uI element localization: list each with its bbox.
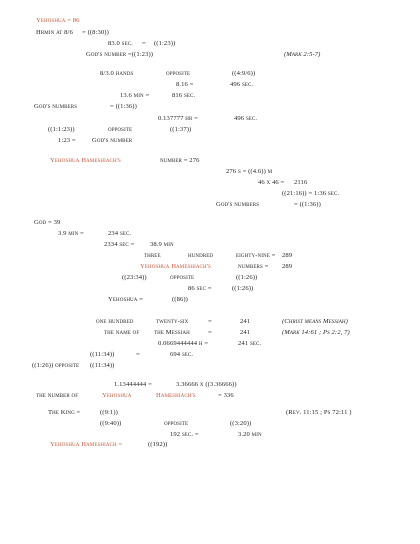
line-text: twenty-six [156,318,189,325]
line-text: opposite [108,126,133,133]
line-text: = [142,40,146,47]
line-text: God's numbers [34,103,78,110]
line-text: 83.0 sec. [108,40,133,47]
line-text: Yehoshua = [108,296,144,303]
line-text: three [144,252,161,259]
line-text: number = 276 [160,157,200,164]
line-text: ((1:26)) [232,285,254,292]
line-text: ((1:1:23)) [48,126,75,133]
line-text: ((1:26)) opposite [32,362,80,369]
line-text: 694 sec. [170,351,194,358]
line-text: ((23:34)) [122,274,147,281]
accent-text: Yehoshua Hameshiach's [140,263,211,270]
line-text: 234 sec. [108,230,132,237]
line-text: 289 [282,263,293,270]
line-text: = [136,351,140,358]
line-text: 3.36666 x ((3.36666)) [176,381,237,388]
line-text: = ((8:30)) [82,29,109,36]
line-text: ((3:20)) [230,420,252,427]
line-text: = 336 [218,392,234,399]
scripture-reference: (Mark 2:5-7) [284,51,321,58]
line-text: ((11:34)) [90,351,115,358]
line-text: 241 [240,318,251,325]
line-text: 241 sec. [238,340,262,347]
line-text: 1:23 = [58,137,76,144]
line-text: 13.6 min = [120,92,150,99]
line-text: ((1:26)) [236,274,258,281]
line-text: 0.0669444444 h = [158,340,209,347]
line-text: ((9:1)) [100,409,118,416]
line-text: opposite [166,70,191,77]
line-text: ((21:16)) = 1:36 sec. [282,190,340,197]
scripture-reference: (Mark 14:61 ; Ps 2:2, 7) [282,329,350,336]
line-text: eighty-nine = [236,252,276,259]
line-text: opposite [170,274,195,281]
line-text: 46 x 46 = [258,179,285,186]
scripture-reference: (Rev. 11:15 ; Ps 72:11 ) [286,409,352,416]
line-text: ((86)) [172,296,188,303]
accent-text: Yehoshua Hameshiach = [50,441,123,448]
line-text: ((192)) [148,441,168,448]
heading-the-king: The King = [48,409,81,416]
line-text: ((11:34)) [90,362,115,369]
line-hrmin: Hrmin at 8/6 [36,29,73,36]
line-text: 496 sec. [234,115,258,122]
line-text: one hundred [96,318,134,325]
line-text: ((4:9/6)) [232,70,256,77]
line-text: 192 sec. = [170,431,199,438]
line-text: 496 sec. [230,81,254,88]
line-text: 816 sec. [172,92,196,99]
accent-text: Hameshiach's [156,392,196,399]
heading-yehoshua-86: Yehoshua = 86 [36,17,80,24]
line-text: ((1:37)) [170,126,192,133]
scripture-reference: (Christ means Messiah) [282,318,348,325]
line-text: ((1:23)) [154,40,176,47]
line-text: 38.9 min [150,241,174,248]
line-text: 276 s = ((4.6)) m [226,168,273,175]
heading-god-39: God = 39 [34,219,61,226]
line-text: 0.137777 hr = [158,115,198,122]
line-text: the Messiah [154,329,190,336]
line-text: 3.9 min = [58,230,84,237]
line-text: 3.20 min [238,431,262,438]
line-text: 2334 sec = [104,241,135,248]
line-text: 8/3.0 hands [100,70,134,77]
line-text: God's number [92,137,133,144]
line-text: hundred [188,252,214,259]
accent-text: Yehoshua [102,392,132,399]
line-text: 8.16 = [176,81,194,88]
line-text: 289 [282,252,293,259]
line-text: God's numbers [216,201,260,208]
line-text: numbers = [238,263,269,270]
line-text: God's number =((1:23)) [86,51,154,58]
line-text: opposite [164,420,189,427]
line-text: 2116 [294,179,308,186]
line-text: 1.13444444 = [114,381,152,388]
line-text: = [208,329,212,336]
line-text: = ((1:36)) [110,103,137,110]
heading-yehoshua-hameshiach: Yehoshua Hameshiach's [50,157,121,164]
line-text: the number of [36,392,79,399]
line-text: = ((1:36)) [294,201,321,208]
line-text: 241 [240,329,251,336]
line-text: ((9:40)) [100,420,122,427]
line-text: the name of [104,329,140,336]
line-text: 86 sec = [188,285,212,292]
line-text: = [208,318,212,325]
